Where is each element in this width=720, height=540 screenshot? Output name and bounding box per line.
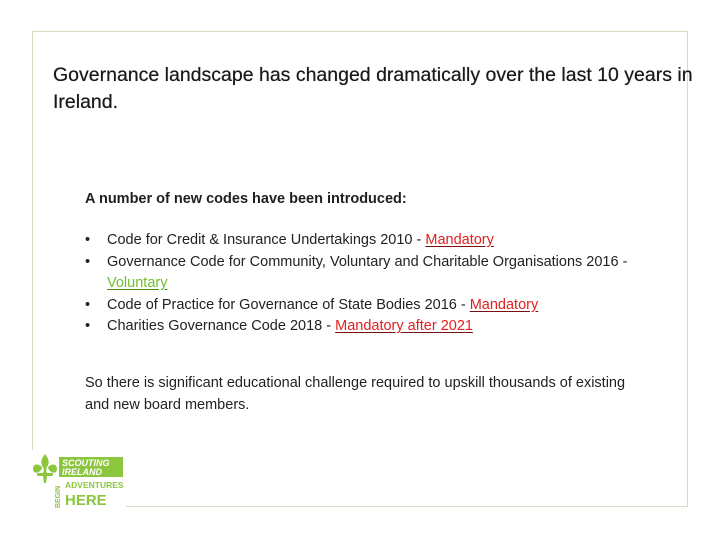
closing-text: So there is significant educational challenge required to upskill thousands of existing and new board members. [85,374,626,413]
bullet-glyph: • [85,296,91,313]
logo-line-ireland: IRELAND [62,467,102,477]
status-link-mandatory[interactable]: Mandatory [469,296,539,313]
code-item-credit-insurance [85,230,645,252]
slide-body [85,188,645,416]
intro-text: A number of new codes have been introduced: [85,191,407,207]
bullet-glyph: • [85,318,91,334]
bullet-glyph: • [85,253,91,270]
logo-line-adventures: ADVENTURES [65,480,124,490]
logo-line-here: HERE [65,492,107,509]
code-item-charities [85,316,645,338]
fleur-de-lis-icon [33,454,57,483]
bullet-glyph: • [85,232,91,248]
codes-list [85,230,645,338]
status-link-voluntary[interactable]: Voluntary [107,275,168,291]
scouting-ireland-logo-graphic [31,450,126,510]
code-item-text: Code of Practice for Governance of State Bodies 2016 - [107,296,470,313]
logo-line-scouting: SCOUTING [62,458,110,468]
logo-vertical-text: BEGIN [55,485,62,508]
status-link-mandatory[interactable]: Mandatory [425,232,494,248]
code-item-text: Governance Code for Community, Voluntary and Charitable Organisations 2016 - [107,253,628,270]
scouting-ireland-logo [31,450,126,510]
slide-title: Governance landscape has changed dramatically over the last 10 years in Ireland. [53,64,693,113]
code-item-community-voluntary [85,252,645,295]
code-item-text: Charities Governance Code 2018 - [107,318,336,334]
code-item-text: Code for Credit & Insurance Undertakings 2010 - [107,232,426,248]
code-item-state-bodies [85,295,645,317]
status-link-mandatory-after-2021[interactable]: Mandatory after 2021 [335,318,473,334]
